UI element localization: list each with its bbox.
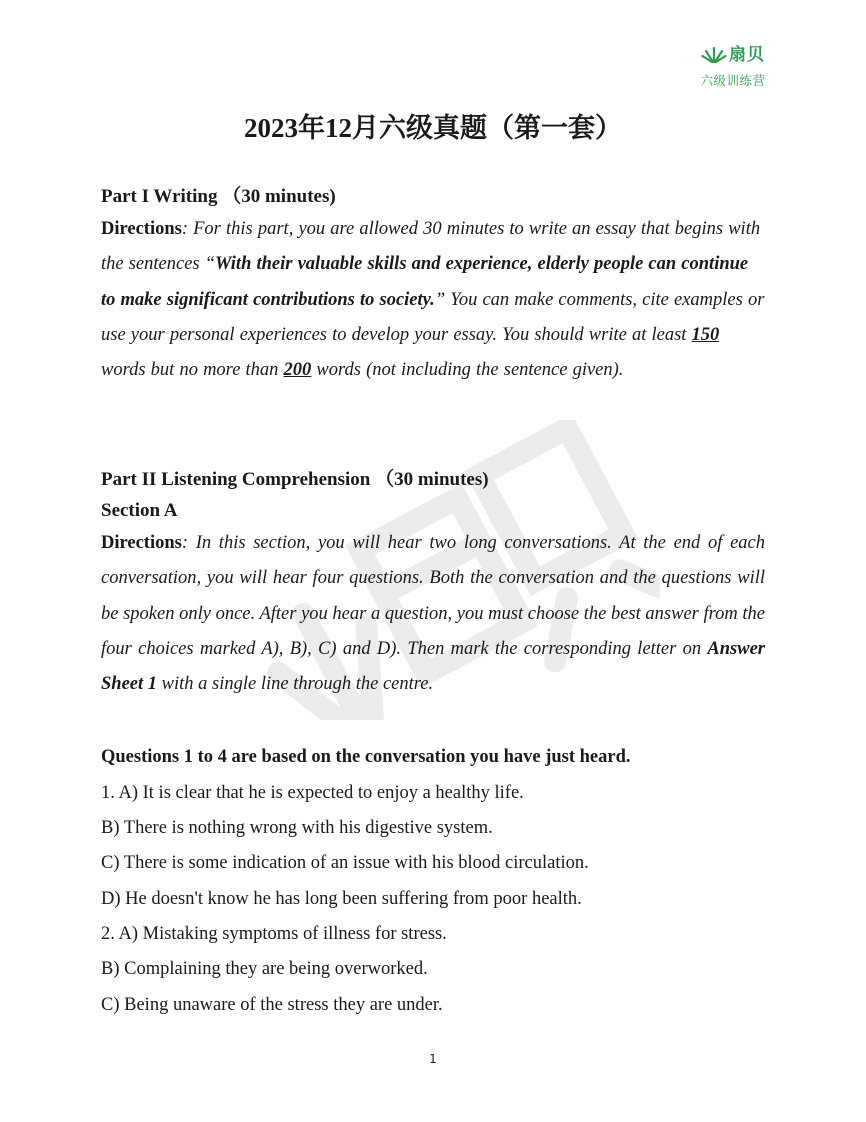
page-number: 1 (429, 1052, 437, 1066)
directions-text: with a single line through the centre. (157, 674, 434, 695)
min-words: 150 (691, 324, 720, 345)
essay-prompt: With their valuable skills and experience, elderly people can continue to make significant contributions to society. (101, 254, 749, 310)
question-line: C) Being unaware of the stress they are under. (101, 995, 443, 1015)
question-line: 1. A) It is clear that he is expected to enjoy a healthy life. (101, 783, 524, 803)
max-words: 200 (283, 360, 312, 381)
question-line: B) Complaining they are being overworked. (101, 959, 428, 979)
part1-directions (101, 212, 765, 388)
question-line: C) There is some indication of an issue with his blood circulation. (101, 853, 589, 873)
brand-logo (693, 40, 773, 89)
directions-text: : In this section, you will hear two long conversations. At the end of each conversation, you will hear four questions. Both the conversation and the questions will be spoken only once. After you hear a question, you must choose the best answer from the four choices marked A), B), C) and D). Then mark the corresponding letter on (101, 533, 765, 659)
logo-subtitle: 六级训练营 (700, 73, 766, 88)
part2-directions (101, 526, 765, 702)
part2-heading: Part II Listening Comprehension （30 minutes) (101, 469, 489, 490)
directions-text: words but no more than (101, 360, 284, 381)
logo-brand-text: 扇贝 (729, 45, 765, 65)
question-line: B) There is nothing wrong with his digestive system. (101, 818, 493, 838)
section-a-heading: Section A (101, 500, 178, 521)
question-line: 2. A) Mistaking symptoms of illness for stress. (101, 924, 447, 944)
part1-heading: Part I Writing （30 minutes) (101, 186, 336, 207)
question-line: D) He doesn't know he has long been suffering from poor health. (101, 889, 582, 909)
directions-label: Directions (101, 219, 182, 239)
answer-sheet-ref: Answer Sheet 1 (101, 638, 765, 695)
part1-writing (101, 181, 765, 388)
directions-text: : For this part, you are allowed 30 minutes to write an essay that begins with the sentences “ (101, 219, 761, 275)
part2-listening (101, 464, 765, 702)
shell-logo-icon (701, 42, 727, 64)
directions-label: Directions (101, 533, 182, 553)
page-title: 2023年12月六级真题（第一套） (244, 113, 622, 143)
directions-text: words (not including the sentence given). (311, 360, 624, 381)
directions-text: ” You can make comments, cite examples or use your personal experiences to develop your essay. You should write at least (101, 289, 765, 345)
questions-heading: Questions 1 to 4 are based on the conversation you have just heard. (101, 747, 631, 767)
